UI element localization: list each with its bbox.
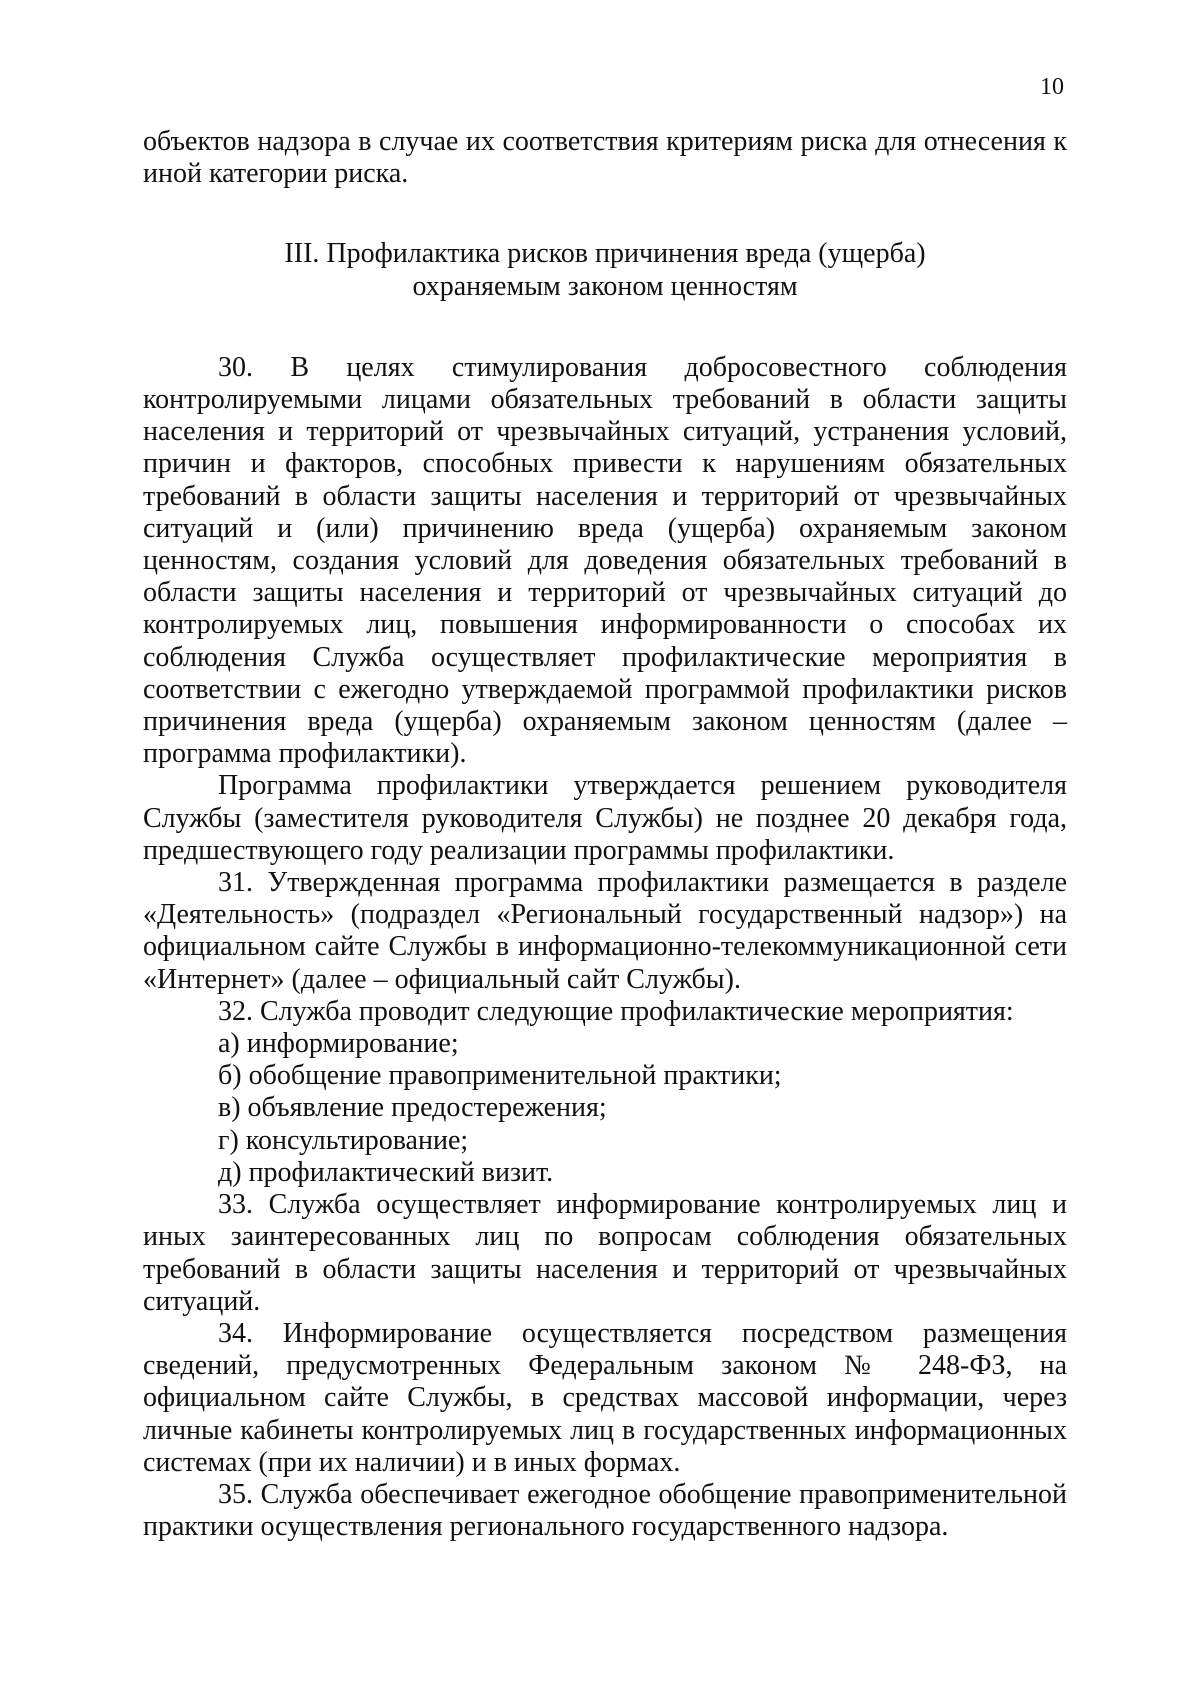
- list-item: д) профилактический визит.: [218, 1156, 554, 1188]
- list-item: а) информирование;: [218, 1028, 459, 1060]
- paragraph-30-program: Программа профилактики утверждается решением руководителя Службы (заместителя руководителя Службы) не позднее 20 декабря года, предшествующего году реализации программы профилактики.: [143, 770, 1067, 866]
- measures-list: [143, 1028, 1067, 1189]
- paragraph-33: 33. Служба осуществляет информирование контролируемых лиц и иных заинтересованных лиц по вопросам соблюдения обязательных требований в области защиты населения и территорий от чрезвычайных ситуаций.: [143, 1189, 1067, 1317]
- paragraph-32: 32. Служба проводит следующие профилактические мероприятия:: [218, 995, 1014, 1027]
- list-item: б) обобщение правоприменительной практики;: [218, 1060, 782, 1092]
- section-heading-line-1: III. Профилактика рисков причинения вреда (ущерба): [284, 238, 926, 270]
- document-body: [143, 126, 1067, 1543]
- paragraph-30: 30. В целях стимулирования добросовестного соблюдения контролируемыми лицами обязательных требований в области защиты населения и территорий от чрезвычайных ситуаций, устранения условий, причин и факторов, способных привести к нарушениям обязательных требований в области защиты населения и территорий от чрезвычайных ситуаций и (или) причинению вреда (ущерба) охраняемым законом ценностям, создания условий для доведения обязательных требований в области защиты населения и территорий от чрезвычайных ситуаций до контролируемых лиц, повышения информированности о способах их соблюдения Служба осуществляет профилактические мероприятия в соответствии с ежегодно утверждаемой программой профилактики рисков причинения вреда (ущерба) охраняемым законом ценностям (далее – программа профилактики).: [143, 351, 1067, 770]
- paragraph-34: 34. Информирование осуществляется посредством размещения сведений, предусмотренных Федеральным законом № 248-ФЗ, на официальном сайте Службы, в средствах массовой информации, через личные кабинеты контролируемых лиц в государственных информационных системах (при их наличии) и в иных формах.: [143, 1317, 1067, 1478]
- paragraph-31: 31. Утвержденная программа профилактики размещается в разделе «Деятельность» (подраздел «Региональный государственный надзор») на официальном сайте Службы в информационно-телекоммуникационной сети «Интернет» (далее – официальный сайт Службы).: [143, 867, 1067, 995]
- section-heading-line-2: охраняемым законом ценностям: [412, 270, 798, 302]
- paragraph-35: 35. Служба обеспечивает ежегодное обобщение правоприменительной практики осуществления регионального государственного надзора.: [143, 1478, 1067, 1543]
- section-heading: [143, 238, 1067, 302]
- list-item: г) консультирование;: [218, 1124, 469, 1156]
- intro-paragraph: объектов надзора в случае их соответствия критериям риска для отнесения к иной категории риска.: [143, 126, 1067, 190]
- page-number: 10: [1040, 74, 1064, 100]
- list-item: в) объявление предостережения;: [218, 1092, 607, 1124]
